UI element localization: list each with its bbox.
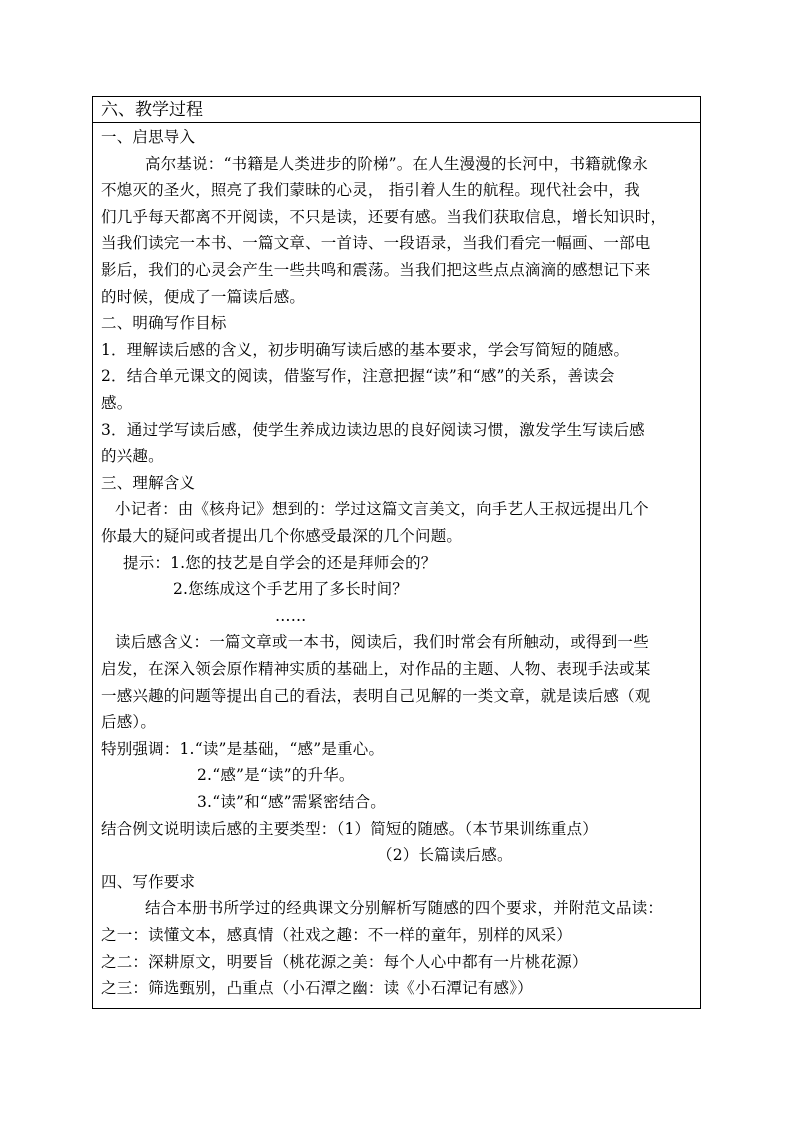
text-line: 启发，在深入领会原作精神实质的基础上，对作品的主题、人物、表现手法或某 (101, 660, 651, 678)
text-line: 之二：深耕原文，明要旨（桃花源之美：每个人心中都有一片桃花源） (101, 952, 588, 971)
text-line: 不熄灭的圣火，照亮了我们蒙昧的心灵， 指引着人生的航程。现代社会中，我 (101, 181, 640, 200)
text-line: 读后感含义：一篇文章或一本书，阅读后，我们时常会有所触动，或得到一些 (115, 633, 649, 652)
text-line: …… (275, 606, 307, 625)
text-line: 结合例文说明读后感的主要类型：（1）简短的随感。（本节果训练重点） (101, 819, 598, 838)
text-line: 提示：1.您的技艺是自学会的还是拜师会的？ (123, 553, 437, 572)
text-line: 后感）。 (101, 713, 157, 732)
text-line: 小记者：由《核舟记》想到的：学过这篇文言美文，向手艺人王叔远提出几个 (115, 500, 649, 519)
text-line: 当我们读完一本书、一篇文章、一首诗、一段语录，当我们看完一幅画、一部电 (101, 234, 651, 253)
text-line: 高尔基说：“书籍是人类进步的阶梯”。在人生漫漫的长河中，书籍就像永 (145, 154, 648, 173)
text-line: 的时候，便成了一篇读后感。 (101, 287, 306, 306)
heading-divider (93, 122, 700, 123)
text-line: 你最大的疑问或者提出几个你感受最深的几个问题。 (101, 527, 463, 545)
text-line: 1．理解读后感的含义，初步明确写读后感的基本要求，学会写简短的随感。 (101, 340, 630, 359)
text-line: 的兴趣。 (101, 447, 164, 466)
text-line: 结合本册书所学过的经典课文分别解析写随感的四个要求，并附范文品读： (145, 899, 664, 918)
lesson-table (92, 96, 701, 1009)
text-line: 一、启思导入 (101, 128, 196, 146)
text-line: 之三：筛选甄别，凸重点（小石潭之幽：读《小石潭记有感》） (101, 979, 533, 998)
text-line: 2.您练成这个手艺用了多长时间？ (173, 580, 408, 599)
text-line: 感。 (101, 394, 133, 412)
text-line: 影后，我们的心灵会产生一些共鸣和震荡。当我们把这些点点滴滴的感想记下来 (101, 261, 651, 279)
text-line: 2.“感”是“读”的升华。 (197, 766, 355, 785)
section-heading: 六、教学过程 (101, 100, 203, 120)
text-line: 四、写作要求 (101, 872, 196, 891)
text-line: 三、理解含义 (101, 473, 196, 492)
text-line: 之一：读懂文本，感真情（社戏之趣：不一样的童年，别样的风采） (101, 926, 573, 944)
text-line: 特别强调：1.“读”是基础，“感”是重心。 (101, 739, 385, 758)
text-line: 2．结合单元课文的阅读，借鉴写作，注意把握“读”和“感”的关系，善读会 (101, 367, 615, 386)
text-line: 二、明确写作目标 (101, 314, 227, 333)
text-line: 3.“读”和“感”需紧密结合。 (197, 793, 386, 811)
text-line: 3．通过学写读后感，使学生养成边读边思的良好阅读习惯，激发学生写读后感 (101, 420, 645, 439)
text-line: （2）长篇读后感。 (377, 846, 513, 865)
text-line: 一感兴趣的问题等提出自己的看法，表明自己见解的一类文章，就是读后感（观 (101, 686, 651, 705)
text-line: 们几乎每天都离不开阅读，不只是读，还要有感。当我们获取信息，增长知识时， (101, 207, 667, 226)
